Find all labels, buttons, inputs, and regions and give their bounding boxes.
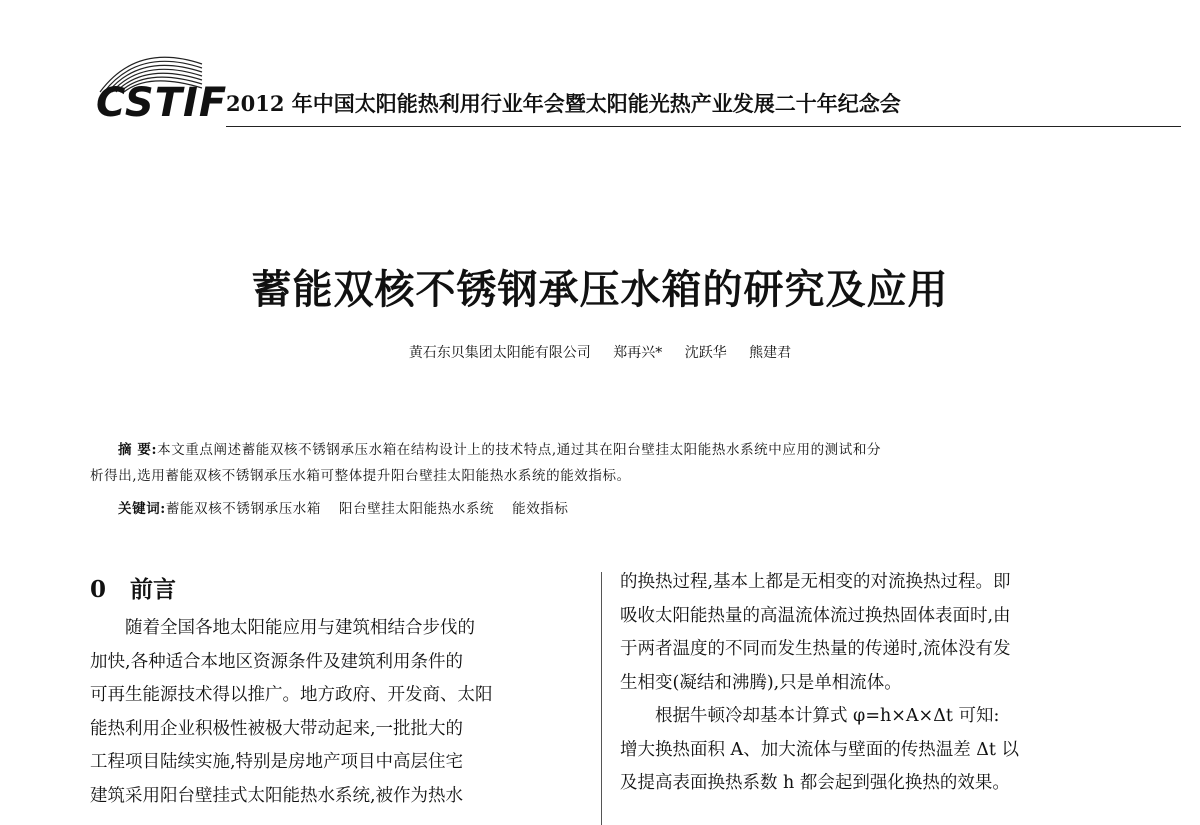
keywords xyxy=(118,497,587,517)
author-affiliation: 黄石东贝集团太阳能有限公司 xyxy=(408,345,591,361)
page-header xyxy=(70,40,1180,130)
paragraph-line: 于两者温度的不同而发生热量的传递时,流体没有发 xyxy=(620,639,1011,659)
paragraph-line: 能热利用企业积极性被极大带动起来,一批批大的 xyxy=(90,718,464,739)
paragraph-line: 增大换热面积 A、加大流体与壁面的传热温差 Δt 以 xyxy=(620,739,1019,760)
paragraph-line: 吸收太阳能热量的高温流体流过换热固体表面时,由 xyxy=(620,605,1011,626)
header-divider xyxy=(226,126,1181,127)
paragraph-line: 生相变(凝结和沸腾),只是单相流体。 xyxy=(620,672,902,693)
paragraph-line: 随着全国各地太阳能应用与建筑相结合步伐的 xyxy=(125,618,475,638)
abstract xyxy=(90,437,1120,489)
paragraph-line: 加快,各种适合本地区资源条件及建筑利用条件的 xyxy=(90,651,464,672)
author-name: 郑再兴* xyxy=(613,345,663,361)
paragraph-line: 及提高表面换热系数 h 都会起到强化换热的效果。 xyxy=(620,773,1010,793)
keywords-label: 关键词: xyxy=(118,501,166,517)
keyword-item: 阳台壁挂太阳能热水系统 xyxy=(339,501,495,517)
paragraph-line: 根据牛顿冷却基本计算式 φ=h×A×Δt 可知: xyxy=(655,706,1000,726)
paper-title: 蓄能双核不锈钢承压水箱的研究及应用 xyxy=(251,266,949,313)
section-number: 0 xyxy=(90,576,107,603)
paragraph-line: 工程项目陆续实施,特别是房地产项目中高层住宅 xyxy=(90,752,464,772)
left-column xyxy=(90,572,580,813)
author-name: 熊建君 xyxy=(749,345,792,361)
logo-text: CSTIF xyxy=(96,80,228,126)
right-column xyxy=(620,566,1120,801)
abstract-text: 本文重点阐述蓄能双核不锈钢承压水箱在结构设计上的技术特点,通过其在阳台壁挂太阳能热水系统中应用的测试和分 xyxy=(157,442,882,458)
cstif-logo xyxy=(82,40,228,130)
keyword-item: 蓄能双核不锈钢承压水箱 xyxy=(165,501,321,517)
author-line xyxy=(0,342,1200,362)
paragraph-line: 可再生能源技术得以推广。地方政府、开发商、太阳 xyxy=(90,685,493,705)
conference-title: 2012 年中国太阳能热利用行业年会暨太阳能光热产业发展二十年纪念会 xyxy=(226,91,901,116)
section-title: 前言 xyxy=(130,576,176,603)
paragraph-line: 的换热过程,基本上都是无相变的对流换热过程。即 xyxy=(620,572,1011,592)
abstract-label: 摘 要: xyxy=(118,442,158,458)
section-heading xyxy=(90,572,580,608)
column-divider xyxy=(601,572,602,825)
paragraph-line: 建筑采用阳台壁挂式太阳能热水系统,被作为热水 xyxy=(90,785,464,806)
keyword-item: 能效指标 xyxy=(512,501,569,517)
author-name: 沈跃华 xyxy=(684,345,727,361)
abstract-text: 析得出,选用蓄能双核不锈钢承压水箱可整体提升阳台壁挂太阳能热水系统的能效指标。 xyxy=(90,468,631,484)
